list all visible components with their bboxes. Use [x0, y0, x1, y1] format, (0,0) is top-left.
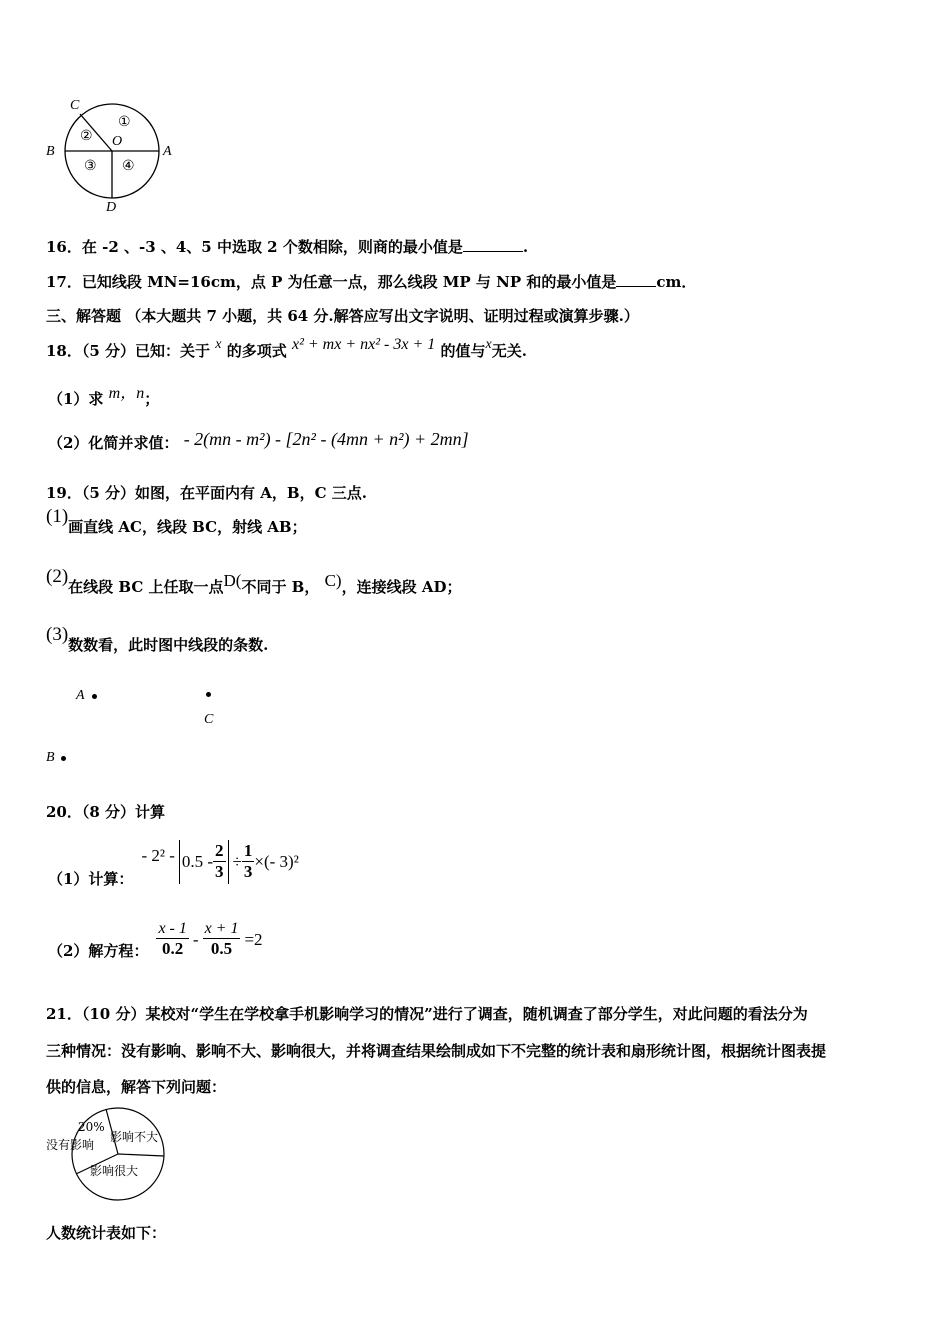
label-b: B	[46, 144, 55, 159]
pie-label-none: 没有影响	[46, 1138, 95, 1152]
table-title: 人数统计表如下：	[46, 1224, 167, 1242]
question-18-part-1: （1）求 m，n；	[48, 385, 160, 408]
fraction: $\frac{2}{3}$	[215, 841, 224, 881]
label-d: D	[106, 200, 117, 215]
absolute-value: 0.5 - $\frac{2}{3}$	[179, 840, 229, 884]
label-a: A	[163, 144, 172, 159]
question-18: 18．（5 分）已知：关于 x 的多项式 x² + mx + nx² - 3x + 1 的值与x无关.	[46, 336, 527, 360]
fraction: $\frac{x - 1}{0.2}$	[158, 920, 187, 958]
circle-figure	[44, 96, 184, 218]
point-b	[61, 756, 66, 761]
point-b-label: B	[46, 750, 55, 765]
question-21-line-3: 供的信息，解答下列问题：	[46, 1078, 227, 1096]
question-19-part-2: (2)在线段 BC 上任取一点D(不同于 B， C)，连接线段 AD；	[46, 566, 462, 596]
question-19-part-3: (3)数数看，此时图中线段的条数.	[46, 624, 269, 654]
question-21-line-1: 21．（10 分）某校对“学生在学校拿手机影响学习的情况”进行了调查，随机调查了部分学生，对此问题的看法分为	[46, 1005, 808, 1023]
pie-label-large: 影响很大	[90, 1164, 139, 1178]
question-16: 16．在 -2 、-3 、4、5 中选取 2 个数相除，则商的最小值是 .	[46, 238, 529, 256]
question-20-part-1: （1）计算： - 2² - 0.5 - $\frac{2}{3}$ ÷ $\frac{1}{3}$ ×(- 3)²	[48, 841, 299, 888]
point-c	[206, 692, 211, 697]
region-2: ②	[80, 128, 93, 144]
region-3: ③	[84, 158, 97, 174]
question-19-part-1: (1)画直线 AC，线段 BC，射线 AB；	[46, 506, 307, 536]
region-1: ①	[118, 114, 131, 130]
answer-blank	[463, 251, 523, 252]
expression: - 2(mn - m²) - [2n² - (4mn + n²) + 2mn]	[183, 429, 469, 449]
question-20: 20．（8 分）计算	[46, 803, 166, 821]
region-4: ④	[122, 158, 135, 174]
question-19: 19．（5 分）如图，在平面内有 A，B，C 三点.	[46, 484, 367, 502]
fraction: $\frac{x + 1}{0.5}$	[204, 920, 239, 958]
answer-blank	[616, 286, 656, 287]
pie-chart	[46, 1104, 176, 1204]
polynomial: x² + mx + nx² - 3x + 1	[291, 336, 436, 353]
question-20-part-2: （2）解方程： $\frac{x - 1}{0.2}$ - $\frac{x + 1}{0.5}$ =2	[48, 920, 263, 960]
point-a-label: A	[76, 688, 85, 703]
label-c: C	[70, 98, 80, 113]
point-a	[92, 694, 97, 699]
question-21-line-2: 三种情况：没有影响、影响不大、影响很大，并将调查结果绘制成如下不完整的统计表和扇形统计图，根据统计图表提	[46, 1042, 827, 1060]
pie-label-pct: 20%	[78, 1120, 105, 1134]
fraction: $\frac{1}{3}$	[243, 841, 253, 881]
point-c-label: C	[204, 712, 214, 727]
pie-label-small: 影响不大	[110, 1130, 159, 1144]
pie-chart-svg	[46, 1104, 176, 1204]
question-18-part-2: （2）化简并求值： - 2(mn - m²) - [2n² - (4mn + n²) + 2mn]	[48, 429, 469, 452]
label-o: O	[112, 134, 123, 149]
question-17: 17．已知线段 MN=16cm，点 P 为任意一点，那么线段 MP 与 NP 和的最小值是 cm．	[46, 273, 697, 291]
section-heading: 三、解答题 （本大题共 7 小题，共 64 分.解答应写出文字说明、证明过程或演算步骤.）	[46, 307, 639, 325]
